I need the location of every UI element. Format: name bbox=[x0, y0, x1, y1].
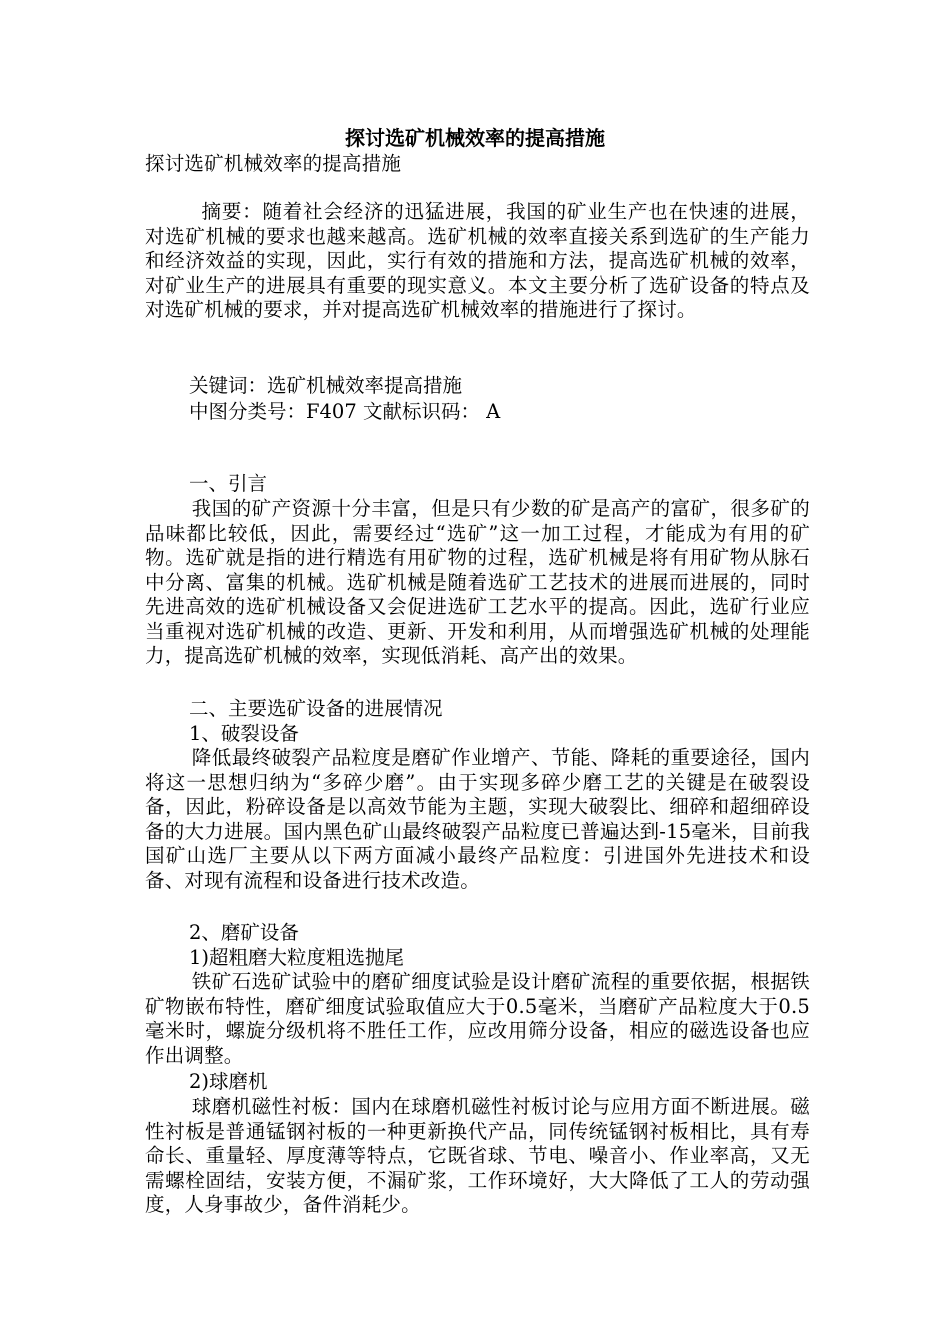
document-subtitle: 探讨选矿机械效率的提高措施 bbox=[145, 152, 402, 175]
ball-mill-paragraph: 球磨机磁性衬板：国内在球磨机磁性衬板讨论与应用方面不断进展。磁性衬板是普通锰钢衬板的一种更新换代产品，同传统锰钢衬板相比，具有寿命长、重量轻、厚度薄等特点，它既省球、节电、噪音小、作业率高，又无需螺栓固结，安装方便，不漏矿浆，工作环境好，大大降低了工人的劳动强度，人身事故少，备件消耗少。 bbox=[145, 1095, 810, 1216]
subsection-heading-grinding: 2、磨矿设备 bbox=[189, 921, 299, 944]
document-title: 探讨选矿机械效率的提高措施 bbox=[345, 126, 605, 150]
section-heading-intro: 一、引言 bbox=[189, 472, 268, 495]
section-heading-equipment: 二、主要选矿设备的进展情况 bbox=[189, 697, 443, 720]
intro-paragraph: 我国的矿产资源十分丰富，但是只有少数的矿是高产的富矿，很多矿的品味都比较低，因此，需要经过“选矿”这一加工过程，才能成为有用的矿物。选矿就是指的进行精选有用矿物的过程，选矿机械是将有用矿物从脉石中分离、富集的机械。选矿机械是随着选矿工艺技术的进展而进展的，同时先进高效的选矿机械设备又会促进选矿工艺水平的提高。因此，选矿行业应当重视对选矿机械的改造、更新、开发和利用，从而增强选矿机械的处理能力，提高选矿机械的效率，实现低消耗、高产出的效果。 bbox=[145, 497, 810, 667]
coarse-grinding-paragraph: 铁矿石选矿试验中的磨矿细度试验是设计磨矿流程的重要依据，根据铁矿物嵌布特性，磨矿细度试验取值应大于0.5毫米，当磨矿产品粒度大于0.5毫米时，螺旋分级机将不胜任工作，应改用筛分设备，相应的磁选设备也应作出调整。 bbox=[145, 970, 810, 1067]
subsection-heading-ball-mill: 2)球磨机 bbox=[189, 1070, 268, 1093]
abstract-paragraph: 摘要：随着社会经济的迅猛进展，我国的矿业生产也在快速的进展，对选矿机械的要求也越来越高。选矿机械的效率直接关系到选矿的生产能力和经济效益的实现，因此，实行有效的措施和方法，提高选矿机械的效率，对矿业生产的进展具有重要的现实意义。本文主要分析了选矿设备的特点及对选矿机械的要求，并对提高选矿机械效率的措施进行了探讨。 bbox=[145, 200, 810, 321]
crushing-paragraph: 降低最终破裂产品粒度是磨矿作业增产、节能、降耗的重要途径，国内将这一思想归纳为“多碎少磨”。由于实现多碎少磨工艺的关键是在破裂设备，因此，粉碎设备是以高效节能为主题，实现大破裂比、细碎和超细碎设备的大力进展。国内黑色矿山最终破裂产品粒度已普遍达到-15毫米，目前我国矿山选厂主要从以下两方面减小最终产品粒度：引进国外先进技术和设备、对现有流程和设备进行技术改造。 bbox=[145, 746, 810, 892]
subsection-heading-coarse-grinding: 1)超粗磨大粒度粗选抛尾 bbox=[189, 946, 405, 969]
classification-line: 中图分类号：F407 文献标识码： A bbox=[189, 400, 501, 423]
subsection-heading-crushing: 1、破裂设备 bbox=[189, 722, 299, 745]
keywords-line: 关键词：选矿机械效率提高措施 bbox=[189, 374, 463, 397]
